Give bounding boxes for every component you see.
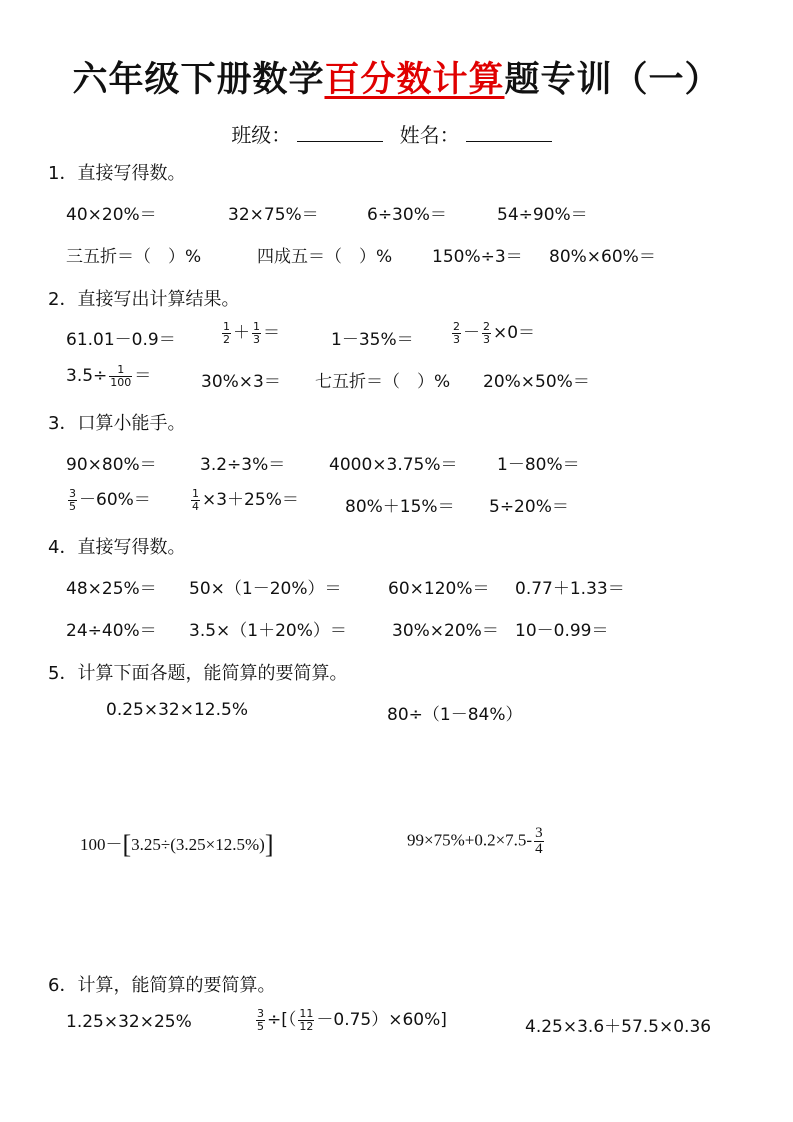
problem: 3.5×（1＋20%）＝ [189, 621, 347, 641]
name-blank [466, 123, 552, 142]
problem-fraction: $\frac{3}{5}$ －60%＝ [69, 486, 151, 513]
problem: 6÷30%＝ [367, 205, 447, 225]
section-5-heading: 5．计算下面各题，能简算的要简算。 [48, 663, 348, 684]
problem: 48×25%＝ [66, 579, 157, 599]
problem: 54÷90%＝ [497, 205, 588, 225]
title-highlight: 百分数计算 [324, 60, 505, 100]
problem-fraction-sum: $\frac{1}{2}$ ＋ $\frac{1}{3}$ ＝ [223, 319, 280, 346]
right-bracket: ] [264, 830, 274, 859]
problem: 20%×50%＝ [483, 372, 590, 392]
problem: 5÷20%＝ [489, 497, 569, 517]
problem: 4.25×3.6＋57.5×0.36 [525, 1017, 712, 1037]
problem-fraction-diff: $\frac{2}{3}$ － $\frac{2}{3}$ ×0＝ [453, 319, 536, 346]
problem: 七五折＝（ ）% [315, 372, 451, 392]
problem: 10－0.99＝ [515, 621, 609, 641]
name-label: 姓名： [399, 123, 460, 147]
problem: 24÷40%＝ [66, 621, 157, 641]
problem-bracketed: 100－[3.25÷(3.25×12.5%)] [80, 830, 274, 859]
problem: 0.77＋1.33＝ [515, 579, 625, 599]
problem: 80%×60%＝ [549, 247, 656, 267]
problem: 3.2÷3%＝ [200, 455, 286, 475]
section-2-heading: 2．直接写出计算结果。 [48, 289, 240, 310]
left-bracket: [ [122, 830, 132, 859]
problem: 60×120%＝ [388, 579, 490, 599]
problem: 1－35%＝ [331, 330, 414, 350]
section-6-heading: 6．计算，能简算的要简算。 [48, 975, 276, 996]
class-blank [297, 123, 383, 142]
section-4-heading: 4．直接写得数。 [48, 537, 186, 558]
problem: 50×（1－20%）＝ [189, 579, 342, 599]
problem: 0.25×32×12.5% [106, 700, 248, 720]
problem-fraction-bracket: $\frac{3}{5}$ ÷[（ $\frac{11}{12}$ －0.75）×60%] [257, 1006, 447, 1033]
problem: 30%×3＝ [201, 372, 281, 392]
problem: 32×75%＝ [228, 205, 319, 225]
problem: 4000×3.75%＝ [329, 455, 458, 475]
problem: 80÷（1－84%） [387, 705, 523, 725]
problem: 80%＋15%＝ [345, 497, 455, 517]
problem-fraction: $\frac{1}{4}$ ×3＋25%＝ [192, 486, 299, 513]
section-3-heading: 3．口算小能手。 [48, 413, 186, 434]
problem: 三五折＝（ ）% [66, 247, 202, 267]
student-info [0, 119, 793, 148]
section-1-heading: 1．直接写得数。 [48, 163, 186, 184]
problem: 30%×20%＝ [392, 621, 499, 641]
title-prefix: 六年级下册数学 [72, 60, 325, 100]
title-suffix: 题专训（一） [504, 60, 721, 100]
page-title [0, 52, 793, 102]
problem-fraction-div: 3.5÷ $\frac{1}{100}$ ＝ [66, 362, 152, 389]
problem: 90×80%＝ [66, 455, 157, 475]
problem-fraction-expr: 99×75%+0.2×7.5- $\frac{3}{4}$ [407, 825, 543, 857]
problem: 40×20%＝ [66, 205, 157, 225]
problem: 四成五＝（ ）% [257, 247, 393, 267]
class-label: 班级： [231, 123, 292, 147]
problem: 1.25×32×25% [66, 1012, 192, 1032]
problem: 61.01－0.9＝ [66, 330, 176, 350]
problem: 1－80%＝ [497, 455, 580, 475]
problem: 150%÷3＝ [432, 247, 523, 267]
